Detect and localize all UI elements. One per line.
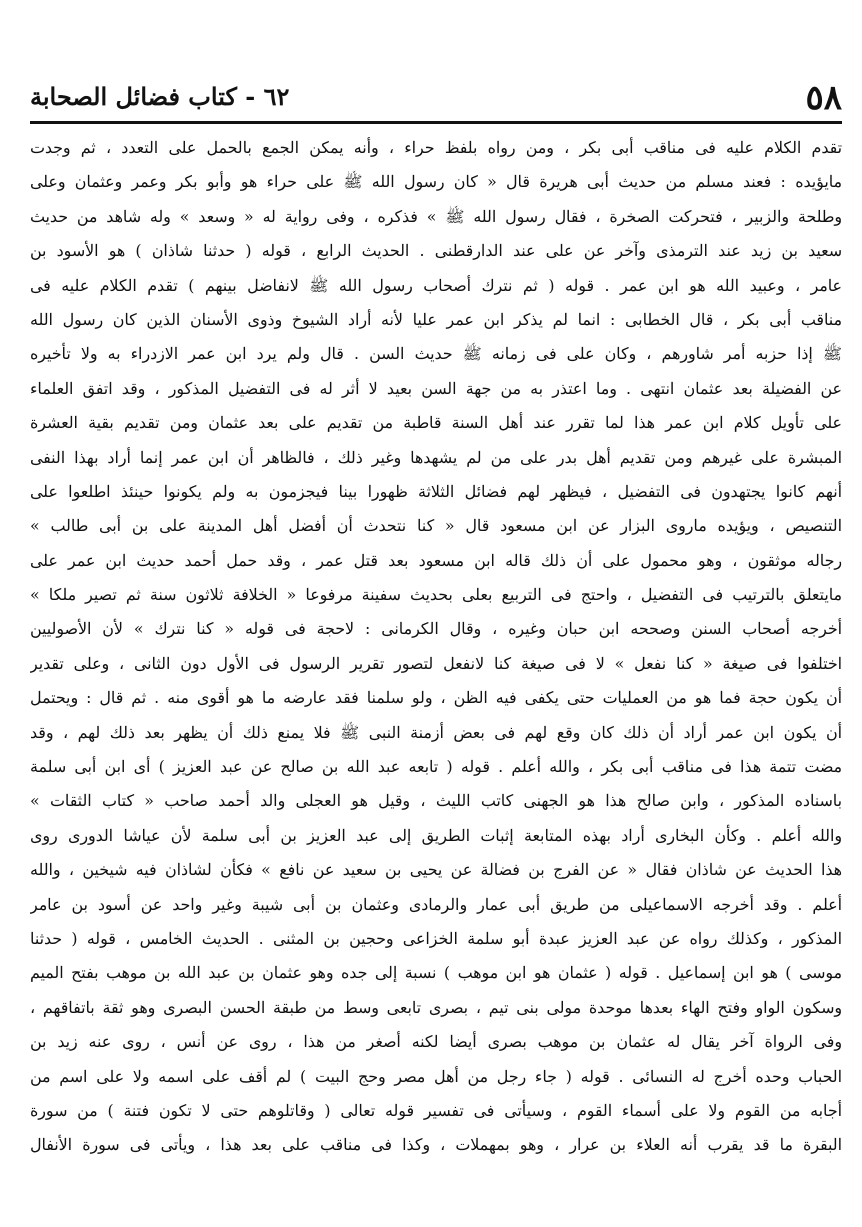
text-line: الحباب وحده أخرج له النسائى . قوله ( جاء رجل من أهل مصر وحج البيت ) لم أقف على اسمه ولا على اسم من xyxy=(30,1066,842,1086)
text-line: والله أعلم . وكأن البخارى أراد بهذه المتابعة إثبات الطريق إلى عبد العزيز بن أبى سلمة لأن عياشا الدورى روى xyxy=(30,825,842,845)
text-line: سعيد بن زيد عند الترمذى وآخر عن على عند الدارقطنى . الحديث الرابع ، قوله ( حدثنا شاذان ) هو الأسود بن xyxy=(30,241,842,261)
text-line: على تأويل كلام ابن عمر هذا لما تقرر عند أهل السنة قاطبة من تقديم على بعد عثمان ومن تقديم بقية العشرة xyxy=(30,413,842,433)
text-line: المذكور ، وكذلك رواه عن عبد العزيز عبدة أبو سلمة الخزاعى وحجين بن المثنى . الحديث الخامس ، قوله ( حدثنا xyxy=(30,928,842,948)
text-line: ﷺ إذا حزبه أمر شاورهم ، وكان على فى زمانه ﷺ حديث السن . قال ولم يرد ابن عمر الازدراء به ولا تأخيره xyxy=(30,344,842,364)
text-line: وفى الرواة آخر يقال له عثمان بن موهب بصرى أيضا لكنه أصغر من هذا ، روى عن أنس ، روى عنه زيد بن xyxy=(30,1032,842,1052)
text-line: أعلم . وقد أخرجه الاسماعيلى من طريق أبى عمار والرمادى وعثمان بن أبى شيبة وغير واحد عن أسود بن عامر xyxy=(30,894,842,914)
text-line: اختلفوا فى صيغة « كنا نفعل » لا فى صيغة كنا لانفعل لتصور تقرير الرسول فى الأول دون الثانى ، وعلى تقدير xyxy=(30,653,842,673)
text-line: البقرة ما قد يقرب أنه العلاء بن عرار ، وهو بمهملات ، وكذا فى مناقب على بعد هذا ، ويأتى فى سورة الأنفال xyxy=(30,1135,842,1155)
text-line: أجابه من القوم ولا على أسماء القوم ، وسيأتى فى تفسير قوله تعالى ( وقاتلوهم حتى لا تكون فتنة ) من سورة xyxy=(30,1100,842,1120)
text-line: هذا الحديث عن شاذان فقال « عن الفرج بن فضالة عن يحيى بن سعيد عن نافع » فكأن لشاذان فيه شيخين ، والله xyxy=(30,860,842,880)
text-line: عامر ، وعبيد الله هو ابن عمر . قوله ( ثم نترك أصحاب رسول الله ﷺ لانفاضل بينهم ) تقدم الكلام عليه فى xyxy=(30,275,842,295)
text-line: وطلحة والزبير ، فتحركت الصخرة ، فقال رسول الله ﷺ » فذكره ، وفى رواية له « وسعد » وله شاهد من حديث xyxy=(30,206,842,226)
text-line: أن يكون ابن عمر أراد أن ذلك كان وقع لهم فى بعض أزمنة النبى ﷺ فلا يمنع ذلك أن يظهر بعد ذلك لهم ، وقد xyxy=(30,722,842,742)
page-header xyxy=(30,78,842,118)
text-line: تقدم الكلام عليه فى مناقب أبى بكر ، ومن رواه بلفظ حراء ، وأنه يمكن الجمع بالحمل على التعدد ، ثم وجدت xyxy=(30,138,842,157)
text-line: التنصيص ، ويؤيده ماروى البزار عن ابن مسعود قال « كنا نتحدث أن أفضل أهل المدينة على بن أبى طالب » xyxy=(30,516,842,536)
body-text xyxy=(30,131,842,1163)
page-number: ٥٨ xyxy=(805,78,842,118)
text-line: باسناده المذكور ، وابن صالح هذا هو الجهنى كاتب الليث ، وقيل هو العجلى والد أحمد صاحب « كتاب الثقات » xyxy=(30,791,842,811)
header-rule xyxy=(30,121,842,124)
text-line: المبشرة على غيرهم ومن تقديم أهل بدر على من لم يشهدها وغير ذلك ، فالظاهر أن ابن عمر إنما أراد بهذا النفى xyxy=(30,447,842,467)
text-line: مناقب أبى بكر ، قال الخطابى : انما لم يذكر ابن عمر عليا لأنه أراد الشيوخ وذوى الأسنان الذين كان رسول الله xyxy=(30,309,842,329)
text-line: أنهم كانوا يجتهدون فى التفضيل ، فيظهر لهم فضائل الثلاثة ظهورا بينا فيجزمون به ولم يكونوا حينئذ اطلعوا على xyxy=(30,481,842,501)
text-line: مايتعلق بالترتيب فى التفضيل ، واحتج فى التربيع بعلى بحديث سفينة مرفوعا « الخلافة ثلاثون سنة ثم تصير ملكا » xyxy=(30,585,842,605)
text-line: أخرجه أصحاب السنن وصححه ابن حبان وغيره ، وقال الكرمانى : لاحجة فى قوله « كنا نترك » لأن الأصوليين xyxy=(30,619,842,639)
running-head: ٦٢ - كتاب فضائل الصحابة xyxy=(30,82,290,111)
text-line: وسكون الواو وفتح الهاء بعدها موحدة مولى بنى تيم ، بصرى تابعى وسط من طبقة الحسن البصرى وهو ثقة باتفاقهم ، xyxy=(30,997,842,1017)
text-line: مضت تتمة هذا فى مناقب أبى بكر ، والله أعلم . قوله ( تابعه عبد الله بن صالح عن عبد العزيز ) أى ابن أبى سلمة xyxy=(30,757,842,777)
text-line: عن الفضيلة بعد عثمان انتهى . وما اعتذر به من جهة السن بعيد لا أثر له فى التفضيل المذكور ، وقد اتفق العلماء xyxy=(30,378,842,398)
text-line: موسى ) هو ابن إسماعيل . قوله ( عثمان هو ابن موهب ) نسبة إلى جده وهو عثمان بن عبد الله بن موهب بفتح الميم xyxy=(30,963,842,983)
text-line: مايؤيده : فعند مسلم من حديث أبى هريرة قال « كان رسول الله ﷺ على حراء هو وأبو بكر وعمر وعثمان وعلى xyxy=(30,172,842,192)
text-line: رجاله موثقون ، وهو محمول على أن ذلك قاله ابن مسعود بعد قتل عمر ، وقد حمل أحمد حديث ابن عمر على xyxy=(30,550,842,570)
text-line: أن يكون حجة فما هو من العمليات حتى يكفى فيه الظن ، ولو سلمنا فقد عارضه ما هو أقوى منه . ثم قال : ويحتمل xyxy=(30,688,842,708)
